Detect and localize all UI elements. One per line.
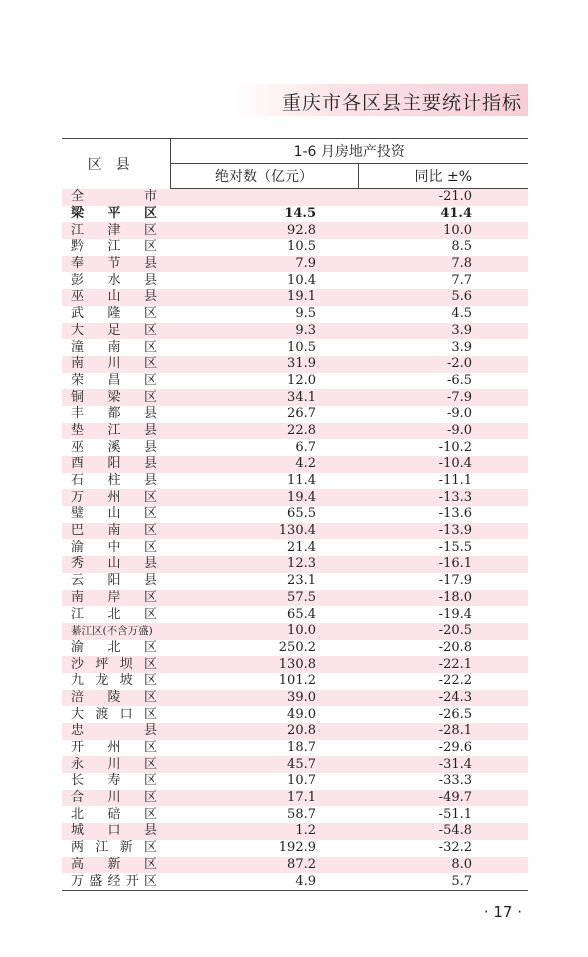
yoy-change-cell: -29.6 <box>438 740 473 756</box>
region-name-cell <box>62 272 170 289</box>
yoy-change-cell: -28.1 <box>358 723 528 740</box>
region-name: 大 足 区 <box>71 322 157 338</box>
table-row <box>62 573 528 590</box>
region-name: 渝 中 区 <box>71 539 157 555</box>
table-row <box>62 606 528 623</box>
yoy-change-cell: 3.9 <box>451 339 473 355</box>
absolute-value-cell: 12.3 <box>170 556 358 573</box>
yoy-change-cell: -10.4 <box>358 456 528 473</box>
yoy-change-cell: -31.4 <box>358 756 528 773</box>
yoy-change-cell: -11.1 <box>438 473 473 489</box>
absolute-value-cell: 92.8 <box>170 222 358 239</box>
region-name: 永 川 区 <box>71 756 157 772</box>
table-row <box>62 590 528 607</box>
table-row <box>62 506 528 523</box>
table-row <box>62 456 528 473</box>
region-name: 彭 水 县 <box>71 272 157 288</box>
region-name-cell <box>62 656 170 673</box>
yoy-change-cell: -17.9 <box>438 573 473 589</box>
table-row <box>62 206 528 223</box>
region-name-cell <box>62 473 170 490</box>
region-name: 南 川 区 <box>71 356 157 372</box>
absolute-value-cell: 49.0 <box>287 706 316 722</box>
region-name-cell <box>62 489 170 506</box>
region-name-cell <box>62 740 170 757</box>
absolute-value-cell: 250.2 <box>278 639 316 655</box>
yoy-change-header: 同比 ±% <box>358 164 528 189</box>
region-name: 潼 南 区 <box>71 339 157 355</box>
region-name-cell <box>62 723 170 740</box>
absolute-value-cell: 11.4 <box>287 473 316 489</box>
region-name-cell <box>62 222 170 239</box>
region-name: 梁 平 区 <box>71 206 157 222</box>
region-name: 云 阳 县 <box>71 573 157 589</box>
table-row <box>62 857 528 874</box>
yoy-change-cell: -20.5 <box>358 623 528 640</box>
absolute-value-cell: 10.5 <box>287 239 316 255</box>
absolute-value-cell: 10.0 <box>170 623 358 640</box>
table-row <box>62 389 528 406</box>
absolute-value-cell: 65.4 <box>287 606 316 622</box>
absolute-value-cell: 10.5 <box>287 339 316 355</box>
region-name: 合 川 区 <box>71 790 157 806</box>
region-name: 万 盛 经 开 区 <box>71 873 157 889</box>
table-row <box>62 723 528 740</box>
region-name: 涪 陵 区 <box>71 689 157 705</box>
table-row <box>62 806 528 823</box>
region-name-cell <box>62 556 170 573</box>
region-name: 黔 江 区 <box>71 239 157 255</box>
absolute-value-cell: 18.7 <box>287 740 316 756</box>
table-row <box>62 556 528 573</box>
yoy-change-cell: 41.4 <box>440 206 473 222</box>
region-name-cell <box>62 306 170 323</box>
region-name-cell <box>62 206 170 223</box>
region-name: 城 口 县 <box>71 823 157 839</box>
region-name-cell <box>62 523 170 540</box>
table-row <box>62 256 528 273</box>
region-name: 巫 山 县 <box>71 289 157 305</box>
yoy-change-cell: -16.1 <box>358 556 528 573</box>
region-name: 沙 坪 坝 区 <box>71 656 157 672</box>
absolute-value-cell: 58.7 <box>287 806 316 822</box>
table-row <box>62 873 528 890</box>
yoy-change-cell: -15.5 <box>438 539 473 555</box>
region-name: 高 新 区 <box>71 856 157 872</box>
region-name: 綦江区(不含万盛) <box>71 625 153 638</box>
region-name-cell <box>62 840 170 857</box>
yoy-change-cell: -22.1 <box>358 656 528 673</box>
region-name-cell <box>62 690 170 707</box>
table-body <box>62 189 528 891</box>
region-name: 全 市 <box>71 189 157 205</box>
absolute-value-cell: 31.9 <box>170 356 358 373</box>
region-name: 渝 北 区 <box>71 639 157 655</box>
yoy-change-cell: 8.5 <box>451 239 473 255</box>
absolute-value-cell: 21.4 <box>287 539 316 555</box>
region-name-cell <box>62 539 170 556</box>
absolute-value-cell: 101.2 <box>278 673 316 689</box>
region-name: 璧 山 区 <box>71 506 157 522</box>
absolute-value-cell: 34.1 <box>170 389 358 406</box>
table-row <box>62 289 528 306</box>
yoy-change-cell: 7.8 <box>358 256 528 273</box>
yoy-change-cell: -13.3 <box>358 489 528 506</box>
region-name-cell <box>62 239 170 256</box>
region-name: 北 碚 区 <box>71 806 157 822</box>
table-row <box>62 690 528 707</box>
absolute-value-cell: 39.0 <box>170 690 358 707</box>
table-row <box>62 406 528 423</box>
region-name: 奉 节 县 <box>71 256 157 272</box>
absolute-value-cell <box>170 189 358 206</box>
statistics-table <box>62 138 528 891</box>
region-name-cell <box>62 356 170 373</box>
region-name-cell <box>62 823 170 840</box>
region-name: 江 北 区 <box>71 606 157 622</box>
region-name-cell <box>62 790 170 807</box>
region-name: 铜 梁 区 <box>71 389 157 405</box>
region-name-cell <box>62 806 170 823</box>
region-name-cell <box>62 323 170 340</box>
region-name: 南 岸 区 <box>71 589 157 605</box>
table-row <box>62 790 528 807</box>
yoy-change-cell: -2.0 <box>358 356 528 373</box>
region-name-cell <box>62 339 170 356</box>
table-row <box>62 673 528 690</box>
table-row <box>62 706 528 723</box>
region-name-cell <box>62 189 170 206</box>
absolute-value-cell: 10.4 <box>287 272 316 288</box>
page-title: 重庆市各区县主要统计指标 <box>281 92 522 114</box>
region-name-cell <box>62 673 170 690</box>
region-name-cell <box>62 256 170 273</box>
yoy-change-cell: -19.4 <box>438 606 473 622</box>
region-name: 巫 溪 县 <box>71 439 157 455</box>
absolute-value-header: 绝对数（亿元） <box>170 164 358 189</box>
yoy-change-cell: -33.3 <box>438 773 473 789</box>
region-name-cell <box>62 456 170 473</box>
region-name: 武 隆 区 <box>71 306 157 322</box>
absolute-value-cell: 19.4 <box>170 489 358 506</box>
region-name-cell <box>62 873 170 890</box>
region-name-cell <box>62 389 170 406</box>
region-name-cell <box>62 590 170 607</box>
yoy-change-cell: -51.1 <box>438 806 473 822</box>
yoy-change-cell: -7.9 <box>358 389 528 406</box>
region-name-cell <box>62 623 170 640</box>
region-name: 九 龙 坡 区 <box>71 673 157 689</box>
region-name: 酉 阳 县 <box>71 456 157 472</box>
absolute-value-cell: 23.1 <box>287 573 316 589</box>
absolute-value-cell: 19.1 <box>170 289 358 306</box>
table-row <box>62 640 528 657</box>
region-name-cell <box>62 289 170 306</box>
real-estate-investment-header: 1-6 月房地产投资 <box>170 139 528 164</box>
region-name: 万 州 区 <box>71 489 157 505</box>
absolute-value-cell: 4.9 <box>170 873 358 890</box>
region-name: 荣 昌 区 <box>71 372 157 388</box>
yoy-change-cell: -49.7 <box>358 790 528 807</box>
absolute-value-cell: 45.7 <box>170 756 358 773</box>
region-name: 长 寿 区 <box>71 773 157 789</box>
region-column-header: 区县 <box>62 139 170 189</box>
table-row <box>62 823 528 840</box>
yoy-change-cell: -54.8 <box>358 823 528 840</box>
absolute-value-cell: 12.0 <box>287 372 316 388</box>
table-row <box>62 189 528 206</box>
yoy-change-cell: -26.5 <box>438 706 473 722</box>
absolute-value-cell: 26.7 <box>287 406 316 422</box>
absolute-value-cell: 57.5 <box>170 590 358 607</box>
table-row <box>62 840 528 857</box>
table-row <box>62 323 528 340</box>
table-row <box>62 339 528 356</box>
page-number: · 17 · <box>483 903 522 921</box>
region-name-cell <box>62 439 170 456</box>
region-name: 江 津 区 <box>71 222 157 238</box>
region-name-cell <box>62 606 170 623</box>
absolute-value-cell: 4.2 <box>170 456 358 473</box>
region-name-cell <box>62 706 170 723</box>
table-row <box>62 356 528 373</box>
region-name: 垫 江 县 <box>71 422 157 438</box>
region-name-cell <box>62 506 170 523</box>
absolute-value-cell: 130.4 <box>170 523 358 540</box>
region-name: 巴 南 区 <box>71 523 157 539</box>
absolute-value-cell: 130.8 <box>170 656 358 673</box>
absolute-value-cell: 9.5 <box>295 306 316 322</box>
region-name: 忠 县 <box>71 723 157 739</box>
table-row <box>62 473 528 490</box>
absolute-value-cell: 87.2 <box>170 857 358 874</box>
region-name-cell <box>62 573 170 590</box>
yoy-change-cell: 7.7 <box>451 272 473 288</box>
absolute-value-cell: 10.7 <box>287 773 316 789</box>
table-row <box>62 740 528 757</box>
table-row <box>62 222 528 239</box>
yoy-change-cell: -32.2 <box>438 840 473 856</box>
yoy-change-cell: -9.0 <box>446 406 473 422</box>
absolute-value-cell: 65.5 <box>287 506 316 522</box>
region-name-cell <box>62 773 170 790</box>
yoy-change-cell: -21.0 <box>358 189 528 206</box>
yoy-change-cell: 3.9 <box>358 323 528 340</box>
table-row <box>62 623 528 640</box>
table-row <box>62 523 528 540</box>
table-row <box>62 239 528 256</box>
absolute-value-cell: 1.2 <box>170 823 358 840</box>
region-name: 开 州 区 <box>71 740 157 756</box>
yoy-change-cell: -10.2 <box>438 439 473 455</box>
region-name: 两 江 新 区 <box>71 840 157 856</box>
yoy-change-cell: -20.8 <box>438 639 473 655</box>
region-name: 大 渡 口 区 <box>71 706 157 722</box>
region-name-cell <box>62 373 170 390</box>
region-name-cell <box>62 857 170 874</box>
region-name: 石 柱 县 <box>71 473 157 489</box>
region-name: 秀 山 县 <box>71 556 157 572</box>
yoy-change-cell: -13.6 <box>438 506 473 522</box>
table-row <box>62 373 528 390</box>
table-row <box>62 272 528 289</box>
table-row <box>62 306 528 323</box>
region-name-cell <box>62 756 170 773</box>
absolute-value-cell: 9.3 <box>170 323 358 340</box>
yoy-change-cell: 8.0 <box>358 857 528 874</box>
absolute-value-cell: 6.7 <box>295 439 316 455</box>
table-row <box>62 656 528 673</box>
region-name-cell <box>62 640 170 657</box>
table-row <box>62 423 528 440</box>
table-row <box>62 489 528 506</box>
yoy-change-cell: 5.7 <box>358 873 528 890</box>
yoy-change-cell: -24.3 <box>358 690 528 707</box>
yoy-change-cell: -18.0 <box>358 590 528 607</box>
yoy-change-cell: 5.6 <box>358 289 528 306</box>
absolute-value-cell: 22.8 <box>170 423 358 440</box>
absolute-value-cell: 17.1 <box>170 790 358 807</box>
yoy-change-cell: 4.5 <box>451 306 473 322</box>
yoy-change-cell: -22.2 <box>438 673 473 689</box>
absolute-value-cell: 20.8 <box>170 723 358 740</box>
region-name-cell <box>62 406 170 423</box>
yoy-change-cell: -6.5 <box>446 372 473 388</box>
absolute-value-cell: 14.5 <box>284 206 316 222</box>
region-name-cell <box>62 423 170 440</box>
absolute-value-cell: 192.9 <box>278 840 316 856</box>
region-name: 丰 都 县 <box>71 406 157 422</box>
absolute-value-cell: 7.9 <box>170 256 358 273</box>
yoy-change-cell: -9.0 <box>358 423 528 440</box>
table-row <box>62 756 528 773</box>
table-row <box>62 773 528 790</box>
yoy-change-cell: -13.9 <box>358 523 528 540</box>
table-row <box>62 439 528 456</box>
yoy-change-cell: 10.0 <box>358 222 528 239</box>
table-row <box>62 539 528 556</box>
